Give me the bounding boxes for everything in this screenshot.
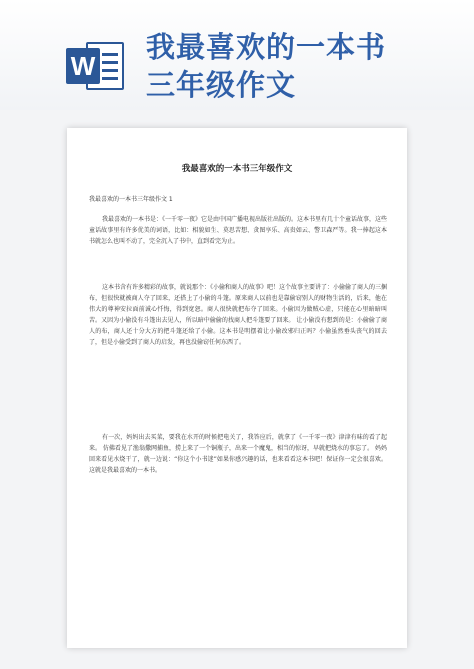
banner-title-line2: 三年级作文 <box>146 68 297 102</box>
document-page <box>67 128 407 648</box>
banner-title-line1: 我最喜欢的一本书 <box>146 30 387 64</box>
paragraph: 有一次，妈妈出去买菜，要我在水开的时候把电关了，我答应后，就拿了《一千零一夜》津津有味的看了起来。 仿佛看见了渔翁撒网捕鱼，捞上来了一个铜瓶子，出来一个魔鬼，相当的惊讶，早就把烧水的事忘了。 妈妈回来看见水烧干了，就一边说：“你这个小书迷”如果你感兴趣的话，也来看看这本书吧！保证你一定会很喜欢。这就是我最喜欢的一本书。 <box>89 434 387 474</box>
banner <box>0 0 474 110</box>
banner-title <box>146 28 466 104</box>
word-icon <box>66 36 126 92</box>
paragraph: 我最喜欢的一本书是：《一千零一夜》它是由中国广播电视出版社出版的。这本书里有几十个童话故事，这些童话故事里有许多优美的词语，比如：相貌如生、莫思苦想、贪图享乐、高贵如云、警卫森严等。我一捧起这本书就怎么也叫不动了，完全沉入了书中，直到看完为止。 <box>89 216 388 245</box>
paragraph: 这本书含有许多精彩的故事，就说那个：《小偷和商人的故事》吧！这个故事主要讲了：小偷偷了商人的三捆布，但很快就被商人夺了回来，还搭上了小偷的斗篷。原来商人以前也是靠偷窃别人的财物生活的，后来，他在伟大的尊神安拉面前诚心忏悔，得到宽恕。商人很快就把布夺了回来。小偷因为做贼心虚，只能在心里暗暗叫苦。又因为小偷没有斗篷出去见人，所以暗中偷偷的找商人把斗篷要了回来。 让小偷没有想到的是：小偷偷了商人的布，商人还十分大方的把斗篷还给了小偷。这本书是明摆着让小偷改邪归正吗？小偷虽然垂头丧气的回去了，但是小偷受到了商人的启发，再也没偷窃任何东西了。 <box>89 284 388 346</box>
word-badge: W <box>66 48 100 84</box>
document-title: 我最喜欢的一本书三年级作文 <box>181 164 293 174</box>
document-subtitle: 我最喜欢的一本书三年级作文 1 <box>89 196 173 203</box>
